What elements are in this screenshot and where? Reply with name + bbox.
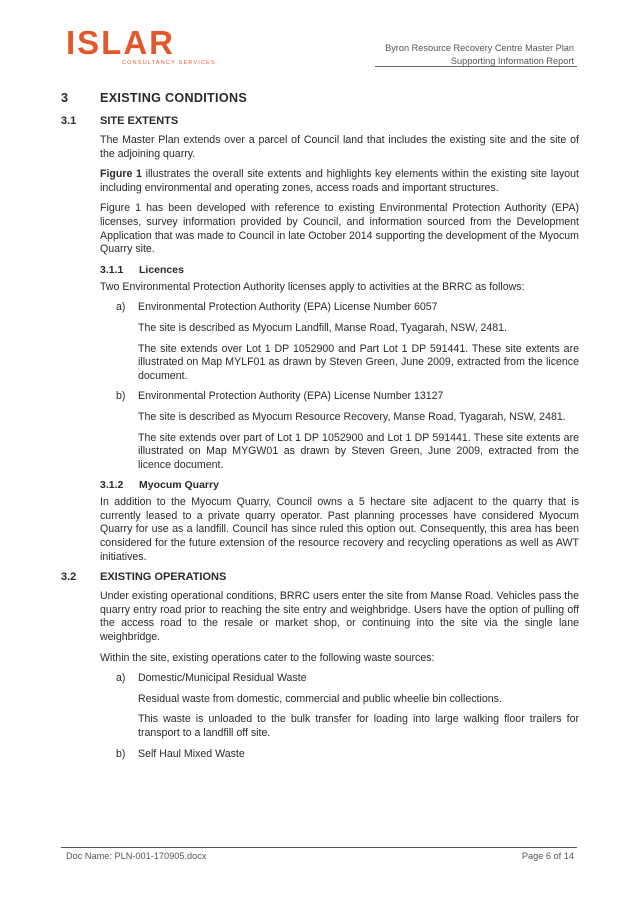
list-label: a): [116, 672, 126, 685]
section-3-heading: [61, 91, 579, 105]
section-number: 3.1.2: [100, 479, 124, 492]
list-paragraph: This waste is unloaded to the bulk transfer for loading into large walking floor trailers for transport to a landfill off site.: [138, 713, 579, 739]
list-paragraph: Residual waste from domestic, commercial and public wheelie bin collections.: [138, 692, 502, 705]
list-item-title: Environmental Protection Authority (EPA) License Number 13127: [138, 390, 444, 403]
list-item: [116, 748, 579, 762]
section-number: 3.1: [61, 115, 77, 127]
list-label: b): [116, 747, 126, 760]
paragraph: Under existing operational conditions, BRRC users enter the site from Manse Road. Vehicles pass the quarry entry road prior to reaching the site entry and weighbridge. Users have the option of pulling off the access road to the resale or market shop, or continuing into the site via the single lane weighbridge.: [100, 590, 579, 644]
section-number: 3.1.1: [100, 263, 124, 276]
page-body: [61, 91, 579, 768]
logo-subtitle: CONSULTANCY SERVICES: [122, 60, 216, 66]
paragraph: Figure 1 illustrates the overall site extents and highlights key elements within the existing site layout including environmental and operating zones, access roads and important structures.: [100, 168, 579, 194]
section-3-1-heading: [61, 115, 579, 127]
section-title: EXISTING OPERATIONS: [100, 571, 227, 584]
footer-doc-name: Doc Name: PLN-001-170905.docx: [66, 851, 207, 861]
section-title: Licences: [139, 263, 184, 276]
list-paragraph: The site is described as Myocum Landfill, Manse Road, Tyagarah, NSW, 2481.: [138, 321, 508, 334]
header-title-block: [385, 42, 574, 68]
footer-page-number: Page 6 of 14: [521, 851, 574, 861]
list-item: [116, 301, 579, 315]
paragraph: In addition to the Myocum Quarry, Council owns a 5 hectare site adjacent to the quarry that is currently leased to a private quarry operator. Past planning processes have considered Myocum Quarry for use as a landfill. Council has since ruled this option out. Consequently, this area has been considered for the future extension of the resource recovery and recycling operations as well as AWT initiatives.: [100, 496, 579, 563]
list-item: [116, 390, 579, 404]
footer-rule: [61, 847, 577, 848]
section-3-2-heading: [61, 571, 579, 583]
list-item-title: Self Haul Mixed Waste: [138, 747, 245, 760]
paragraph: The Master Plan extends over a parcel of Council land that includes the existing site and the site of the adjoining quarry.: [100, 134, 579, 160]
paragraph: Figure 1 has been developed with reference to existing Environmental Protection Authority (EPA) licenses, survey information provided by Council, and information sourced from the Development Application that was made to Council in late October 2014 supporting the development of the Myocum Quarry site.: [100, 202, 579, 256]
list-paragraph: The site is described as Myocum Resource Recovery, Manse Road, Tyagarah, NSW, 2481.: [138, 410, 566, 423]
header-doc-title: Byron Resource Recovery Centre Master Plan: [385, 43, 574, 53]
list-paragraph: The site extends over Lot 1 DP 1052900 and Part Lot 1 DP 591441. These site extents are illustrated on Map MYLF01 as drawn by Steven Green, June 2009, extracted from the licence document.: [138, 342, 579, 382]
header-rule: [375, 66, 577, 67]
section-title: EXISTING CONDITIONS: [100, 91, 248, 105]
section-title: SITE EXTENTS: [100, 115, 179, 127]
list-item-title: Domestic/Municipal Residual Waste: [138, 672, 307, 685]
section-number: 3.2: [61, 571, 77, 584]
section-number: 3: [61, 91, 69, 105]
list-paragraph: The site extends over part of Lot 1 DP 1052900 and Lot 1 DP 591441. These site extents are illustrated on Map MYGW01 as drawn by Steven Green, June 2009, extracted from the licence document.: [138, 431, 579, 471]
islar-logo: [66, 24, 216, 68]
list-item: [116, 672, 579, 686]
paragraph: Two Environmental Protection Authority licenses apply to activities at the BRRC as follows:: [100, 280, 525, 293]
logo-wordmark: ISLAR: [66, 24, 175, 61]
section-title: Myocum Quarry: [139, 479, 219, 492]
section-3-1-2-heading: [100, 479, 579, 491]
section-3-1-1-heading: [100, 264, 579, 276]
list-label: a): [116, 301, 126, 314]
figure-reference: Figure 1: [100, 168, 142, 181]
paragraph: Within the site, existing operations cater to the following waste sources:: [100, 651, 435, 664]
header-doc-subtitle: Supporting Information Report: [450, 56, 574, 66]
list-label: b): [116, 390, 126, 403]
list-item-title: Environmental Protection Authority (EPA) License Number 6057: [138, 301, 438, 314]
